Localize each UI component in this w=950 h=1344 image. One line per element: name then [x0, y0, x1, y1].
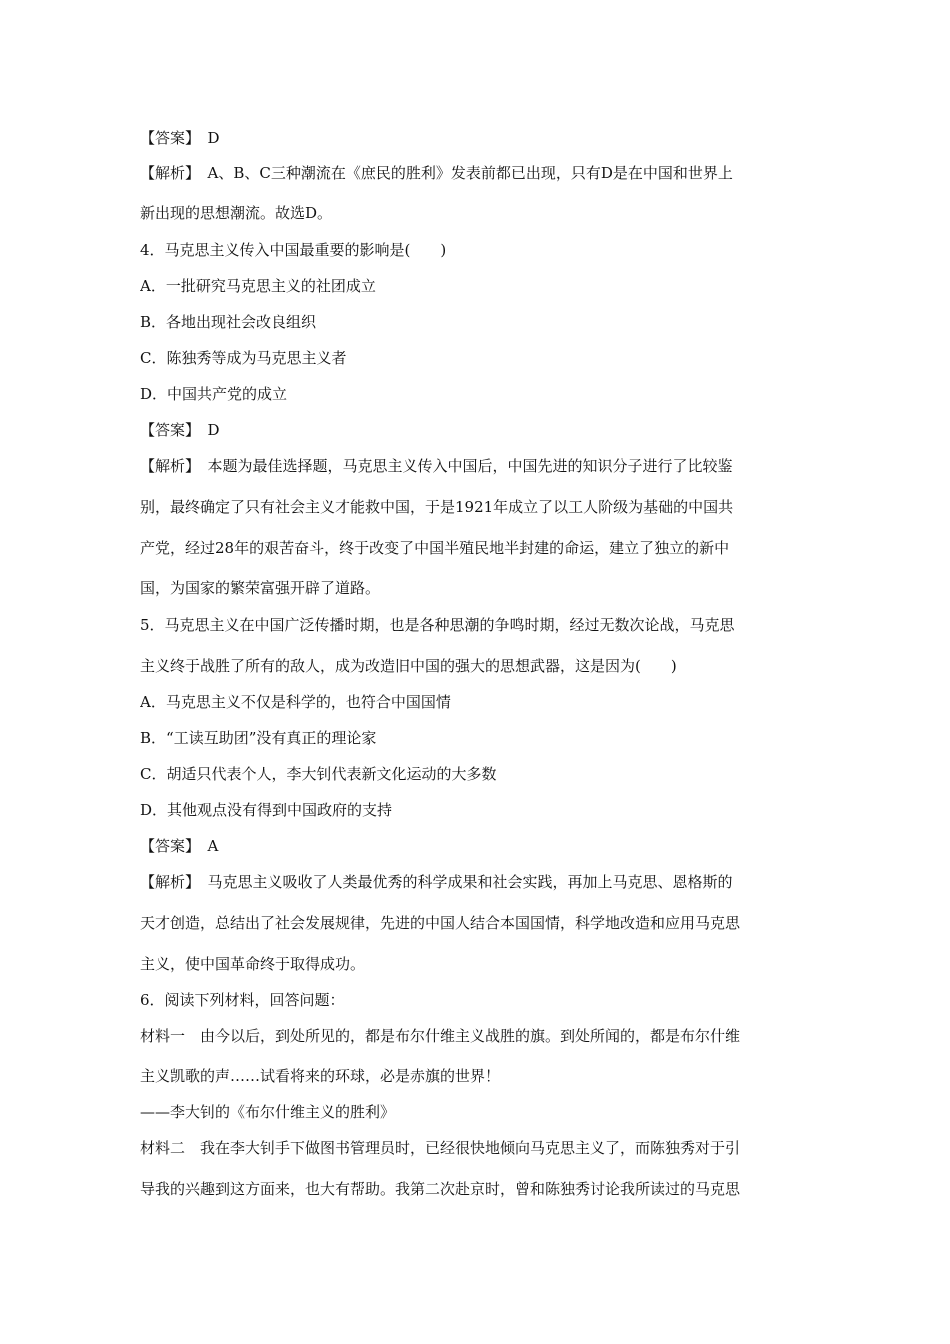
- option-line: B．各地出现社会改良组织: [140, 313, 317, 331]
- option-line: A．一批研究马克思主义的社团成立: [140, 277, 376, 295]
- analysis-line: 天才创造，总结出了社会发展规律，先进的中国人结合本国国情，科学地改造和应用马克思: [140, 914, 741, 932]
- option-line: D．中国共产党的成立: [140, 385, 288, 403]
- answer-line: 【答案】 D: [140, 129, 220, 147]
- material-line: 材料一 由今以后，到处所见的，都是布尔什维主义战胜的旗。到处所闻的，都是布尔什维: [140, 1027, 741, 1045]
- option-line: C．陈独秀等成为马克思主义者: [140, 349, 347, 367]
- option-line: C．胡适只代表个人，李大钊代表新文化运动的大多数: [140, 765, 497, 783]
- analysis-line: 国，为国家的繁荣富强开辟了道路。: [140, 579, 381, 597]
- analysis-line: 【解析】 本题为最佳选择题，马克思主义传入中国后，中国先进的知识分子进行了比较鉴: [140, 457, 733, 475]
- analysis-line: 别，最终确定了只有社会主义才能救中国，于是1921年成立了以工人阶级为基础的中国共: [140, 498, 734, 516]
- option-line: A．马克思主义不仅是科学的，也符合中国国情: [140, 693, 451, 711]
- analysis-line: 产党，经过28年的艰苦奋斗，终于改变了中国半殖民地半封建的命运，建立了独立的新中: [140, 539, 730, 557]
- material-line: 材料二 我在李大钊手下做图书管理员时，已经很快地倾向马克思主义了，而陈独秀对于引: [140, 1139, 741, 1157]
- question-line: 5．马克思主义在中国广泛传播时期，也是各种思潮的争鸣时期，经过无数次论战，马克思: [140, 616, 735, 634]
- question-line: 4．马克思主义传入中国最重要的影响是( ): [140, 241, 447, 259]
- question-line: 6．阅读下列材料，回答问题：: [140, 991, 345, 1009]
- option-line: B．“工读互助团”没有真正的理论家: [140, 729, 377, 747]
- option-line: D．其他观点没有得到中国政府的支持: [140, 801, 393, 819]
- analysis-line: 【解析】 A、B、C三种潮流在《庶民的胜利》发表前都已出现，只有D是在中国和世界上: [140, 164, 733, 182]
- material-line: 导我的兴趣到这方面来，也大有帮助。我第二次赴京时，曾和陈独秀讨论我所读过的马克思: [140, 1180, 741, 1198]
- question-line: 主义终于战胜了所有的敌人，成为改造旧中国的强大的思想武器，这是因为( ): [140, 657, 677, 675]
- material-line: 主义凯歌的声……试看将来的环球，必是赤旗的世界！: [140, 1067, 501, 1085]
- analysis-line: 主义，使中国革命终于取得成功。: [140, 955, 366, 973]
- analysis-line: 新出现的思想潮流。故选D。: [140, 204, 333, 222]
- answer-line: 【答案】 D: [140, 421, 220, 439]
- material-source: ——李大钊的《布尔什维主义的胜利》: [140, 1103, 396, 1121]
- answer-line: 【答案】 A: [140, 837, 219, 855]
- analysis-line: 【解析】 马克思主义吸收了人类最优秀的科学成果和社会实践，再加上马克思、恩格斯的: [140, 873, 733, 891]
